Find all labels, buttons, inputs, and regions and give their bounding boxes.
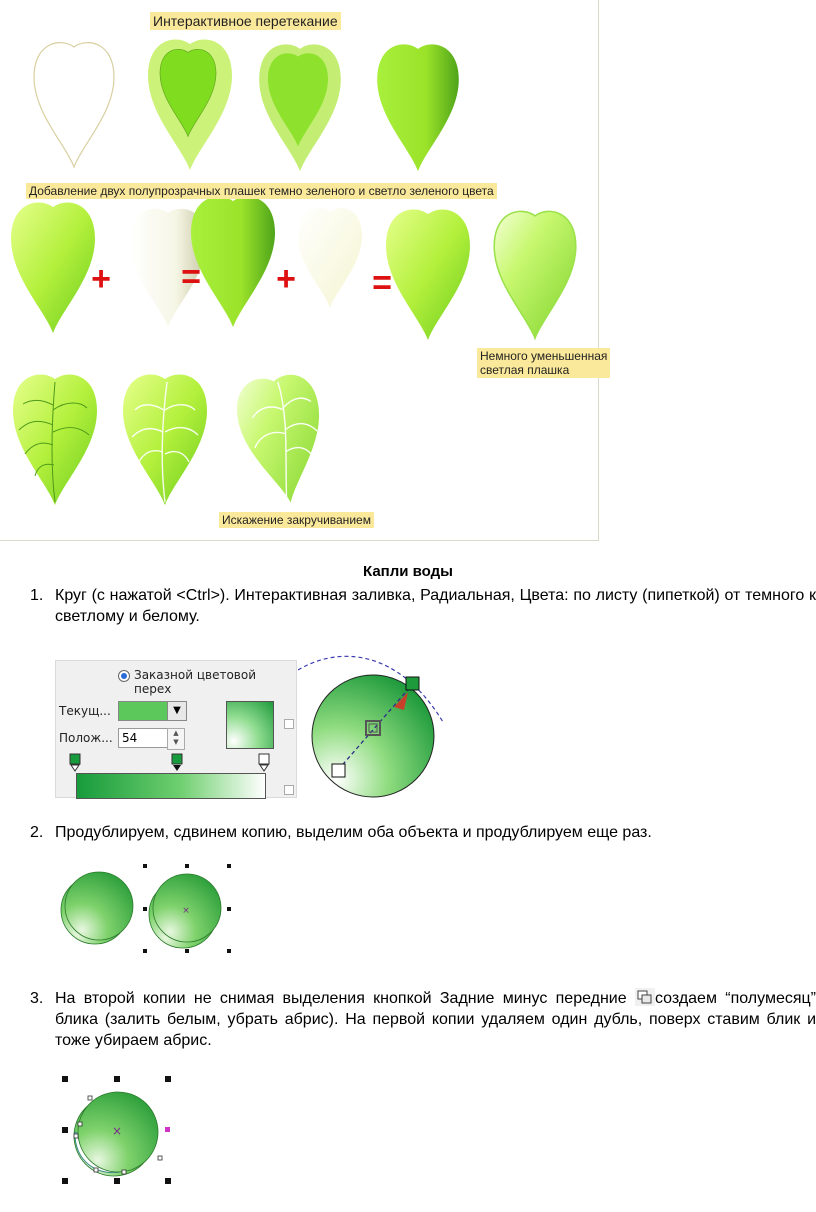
step-3 (30, 988, 816, 1051)
step-number: 3. (30, 990, 44, 1007)
gradient-preview (226, 701, 274, 749)
leaf-base (11, 203, 95, 334)
radial-fill-circle-figure (298, 652, 448, 802)
leaf-shiny (494, 211, 576, 338)
center-marker: × (111, 1124, 123, 1138)
center-marker: × (182, 906, 190, 916)
leaf-blend-3 (377, 44, 459, 171)
caption-smaller-plate: Немного уменьшенная светлая плашка (477, 348, 610, 378)
step-2 (30, 822, 816, 843)
color-dropdown-button[interactable]: ▼ (167, 701, 187, 721)
gradient-stops (68, 753, 278, 773)
stop-pointer (173, 765, 181, 771)
step-text: На второй копии не снимая выделения кнопкой Задние минус передние создаем “полумесяц” блика (залить белым, убрать абрис). На первой копии удаляем один дубль, поверх ставим блик и тоже убираем абрис. (55, 990, 816, 1049)
leaf-combined-1 (191, 197, 275, 328)
option-checkbox[interactable] (284, 719, 294, 729)
leaf-blend-2 (259, 44, 341, 171)
position-input[interactable]: 54 (118, 728, 169, 748)
leaf-outline (34, 43, 114, 167)
gradient-bar[interactable] (76, 773, 266, 799)
equals-sign: = (181, 258, 201, 296)
step-text: Круг (с нажатой <Ctrl>). Интерактивная заливка, Радиальная, Цвета: по листу (пипеткой) от темного к светлому и белому. (55, 587, 816, 625)
step-text: Продублируем, сдвинем копию, выделим оба объекта и продублируем еще раз. (55, 824, 652, 841)
stop-marker-end (259, 754, 269, 764)
equals-sign: = (372, 264, 392, 302)
caption-twist: Искажение закручиванием (219, 512, 374, 528)
current-color-swatch[interactable] (118, 701, 168, 721)
current-color-label: Текущ... (59, 704, 111, 718)
leaf-blend-1 (148, 40, 232, 171)
caption-two-plates: Добавление двух полупрозрачных плашек темно зеленого и светло зеленого цвета (26, 183, 497, 199)
leaf-twisted (233, 371, 331, 508)
position-spinner[interactable]: ▲ ▼ (167, 728, 185, 750)
start-stop-handle (332, 764, 345, 777)
back-minus-front-icon (635, 988, 655, 1006)
custom-blend-label: Заказной цветовой перех (134, 668, 256, 696)
stop-pointer (71, 765, 79, 771)
leaf-illustrations (0, 0, 598, 540)
step-number: 1. (30, 587, 44, 604)
caption-interactive-blend: Интерактивное перетекание (150, 12, 341, 30)
plus-sign: + (91, 260, 111, 298)
stop-marker-mid (172, 754, 182, 764)
stop-pointer (260, 765, 268, 771)
section-title: Капли воды (363, 563, 453, 580)
leaf-combined-2 (386, 210, 470, 341)
leaf-veined-2 (123, 375, 207, 506)
leaf-veined-1 (13, 375, 97, 506)
duplicated-circles-figure (55, 860, 240, 960)
leaf-cream-plate (298, 208, 362, 307)
circle-pair-1 (61, 872, 133, 944)
leaf-tutorial-figure (0, 0, 608, 541)
step-number: 2. (30, 824, 44, 841)
step-1 (30, 585, 816, 627)
plus-sign: + (276, 260, 296, 298)
highlight-crescent-figure (58, 1072, 178, 1192)
fill-settings-panel (55, 660, 297, 798)
option-checkbox[interactable] (284, 785, 294, 795)
stop-marker-start (70, 754, 80, 764)
position-label: Полож... (59, 731, 113, 745)
end-stop-handle (406, 677, 419, 690)
custom-blend-radio[interactable] (118, 670, 130, 682)
